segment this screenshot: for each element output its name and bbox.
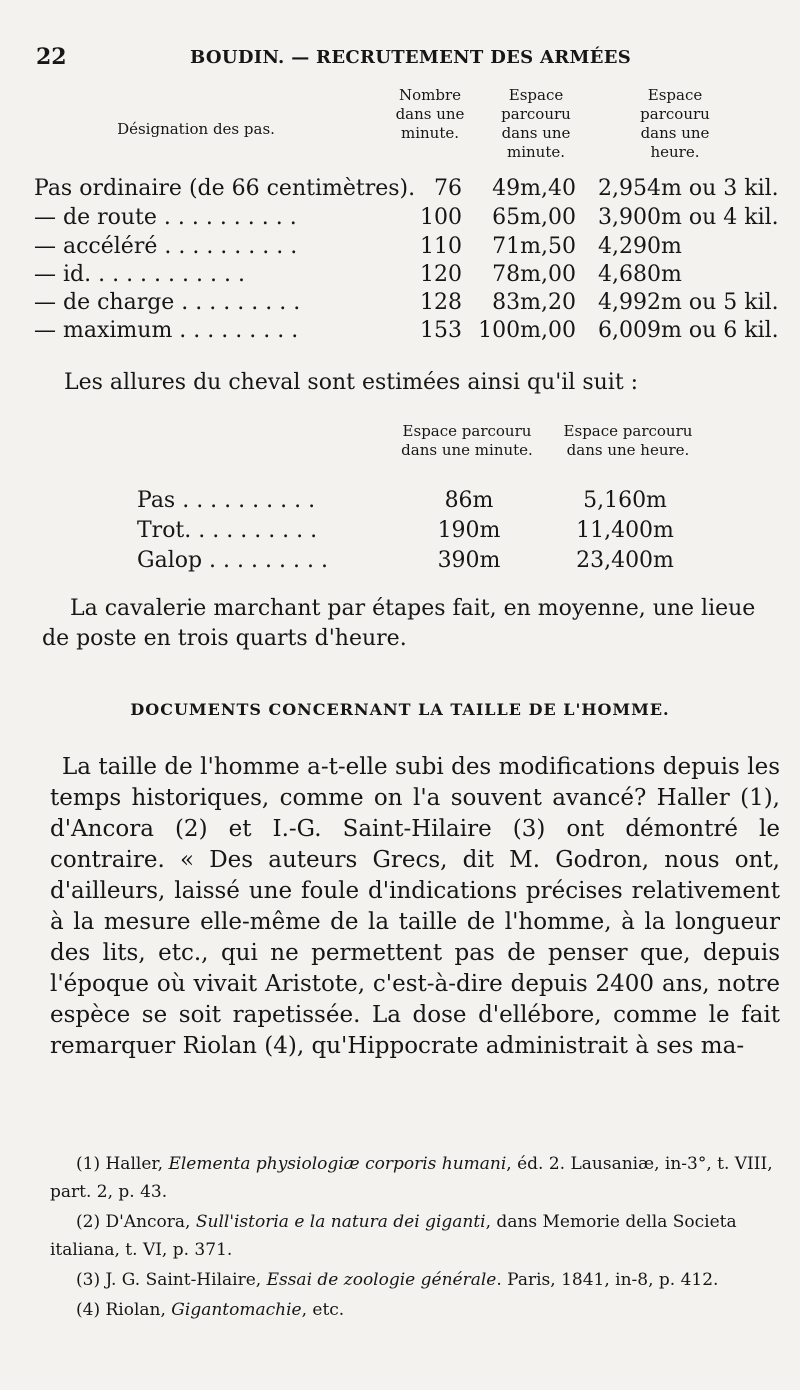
- footnote-title: Essai de zoologie générale: [266, 1270, 497, 1290]
- row-per-hour: 2,954m ou 3 kil.: [598, 176, 779, 201]
- table-row: [0, 488, 800, 518]
- header-per-hour: Espace parcouru dans une heure.: [563, 422, 693, 459]
- footnote: [50, 1266, 790, 1294]
- row-per-hour: 4,290m: [598, 234, 682, 259]
- row-per-hour: 3,900m ou 4 kil.: [598, 205, 779, 230]
- footnote-details: , éd. 2. Lausaniæ, in-3°, t. VIII, part. 2, p. 43.: [50, 1154, 773, 1202]
- table-row: [0, 234, 800, 264]
- row-count: 153: [420, 318, 462, 343]
- page-header: [36, 44, 780, 74]
- footnote-details: . Paris, 1841, in-8, p. 412.: [496, 1270, 719, 1290]
- table-row: [0, 318, 800, 348]
- footnote-title: Gigantomachie: [171, 1300, 302, 1320]
- row-label: Trot. . . . . . . . . .: [137, 518, 318, 543]
- footnote-title: Elementa physiologiæ corporis humani: [168, 1154, 507, 1174]
- footnote-details: , etc.: [301, 1300, 345, 1320]
- table-row: [0, 518, 800, 548]
- row-per-hour: 4,992m ou 5 kil.: [598, 290, 779, 315]
- row-label: — de charge . . . . . . . . .: [34, 290, 301, 315]
- row-per-hour: 11,400m: [576, 518, 674, 543]
- row-count: 128: [420, 290, 462, 315]
- row-per-minute: 65m,00: [492, 205, 576, 230]
- row-per-minute: 83m,20: [492, 290, 576, 315]
- header-per-minute: Espace parcouru dans une minute.: [401, 422, 533, 459]
- horse-intro: Les allures du cheval sont estimées ainsi qu'il suit :: [64, 370, 639, 395]
- row-per-minute: 86m: [444, 488, 494, 513]
- table-row: [0, 176, 800, 206]
- footnote-title: Sull'istoria e la natura dei giganti: [195, 1212, 486, 1232]
- table-row: [0, 262, 800, 292]
- footnote: [50, 1296, 790, 1324]
- horse-table-headers: [0, 422, 800, 482]
- header-designation: Désignation des pas.: [117, 120, 275, 138]
- row-label: Pas ordinaire (de 66 centimètres).: [34, 176, 416, 201]
- row-label: Galop . . . . . . . . .: [137, 548, 328, 573]
- row-per-minute: 390m: [437, 548, 501, 573]
- header-per-minute: Espace parcouru dans une minute.: [501, 86, 571, 161]
- footnotes: [50, 1150, 790, 1326]
- running-head: BOUDIN. — RECRUTEMENT DES ARMÉES: [190, 47, 632, 68]
- row-per-minute: 71m,50: [492, 234, 576, 259]
- row-label: Pas . . . . . . . . . .: [137, 488, 316, 513]
- row-per-minute: 78m,00: [492, 262, 576, 287]
- row-count: 76: [434, 176, 462, 201]
- row-count: 110: [420, 234, 462, 259]
- row-per-hour: 23,400m: [576, 548, 674, 573]
- table-row: [0, 205, 800, 235]
- row-per-hour: 6,009m ou 6 kil.: [598, 318, 779, 343]
- cavalry-paragraph: La cavalerie marchant par étapes fait, en moyenne, une lieue de poste en trois quarts d'heure.: [42, 596, 756, 651]
- row-per-minute: 190m: [437, 518, 501, 543]
- footnote-author: (3) J. G. Saint-Hilaire,: [76, 1270, 267, 1290]
- header-count: Nombre dans une minute.: [395, 86, 465, 142]
- row-label: — de route . . . . . . . . . .: [34, 205, 297, 230]
- header-per-hour: Espace parcouru dans une heure.: [640, 86, 710, 161]
- row-count: 120: [420, 262, 462, 287]
- page-number: 22: [36, 44, 67, 70]
- body-paragraph: La taille de l'homme a-t-elle subi des modifications depuis les temps historiques, comme on l'a souvent avancé? Haller (1), d'Ancora (2) et I.-G. Saint-Hilaire (3) ont démontré le contraire. « Des auteurs Grecs, dit M. Godron, nous ont, d'ailleurs, laissé une foule d'indications précises relativement à la mesure elle-même de la taille de l'homme, à la longueur des lits, etc., qui ne permettent pas de penser que, depuis l'époque où vivait Aristote, c'est-à-dire depuis 2400 ans, notre espèce se soit rapetissée. La dose d'ellébore, comme le fait remarquer Riolan (4), qu'Hippocrate administrait à ses ma-: [50, 754, 780, 1059]
- footnote-author: (2) D'Ancora,: [76, 1212, 196, 1232]
- row-label: — id. . . . . . . . . . . .: [34, 262, 245, 287]
- row-per-minute: 100m,00: [478, 318, 576, 343]
- footnote: [50, 1150, 790, 1206]
- row-count: 100: [420, 205, 462, 230]
- row-per-minute: 49m,40: [492, 176, 576, 201]
- footnote-author: (4) Riolan,: [76, 1300, 172, 1320]
- footnote: [50, 1208, 790, 1264]
- row-per-hour: 5,160m: [583, 488, 667, 513]
- table-row: [0, 548, 800, 578]
- footnote-author: (1) Haller,: [76, 1154, 169, 1174]
- footnote-details: , dans Memorie della Societa italiana, t. VI, p. 371.: [50, 1212, 737, 1260]
- row-label: — maximum . . . . . . . . .: [34, 318, 299, 343]
- row-label: — accéléré . . . . . . . . . .: [34, 234, 298, 259]
- gait-table-headers: [0, 86, 800, 166]
- table-row: [0, 290, 800, 320]
- row-per-hour: 4,680m: [598, 262, 682, 287]
- section-title: DOCUMENTS CONCERNANT LA TAILLE DE L'HOMME.: [130, 700, 670, 719]
